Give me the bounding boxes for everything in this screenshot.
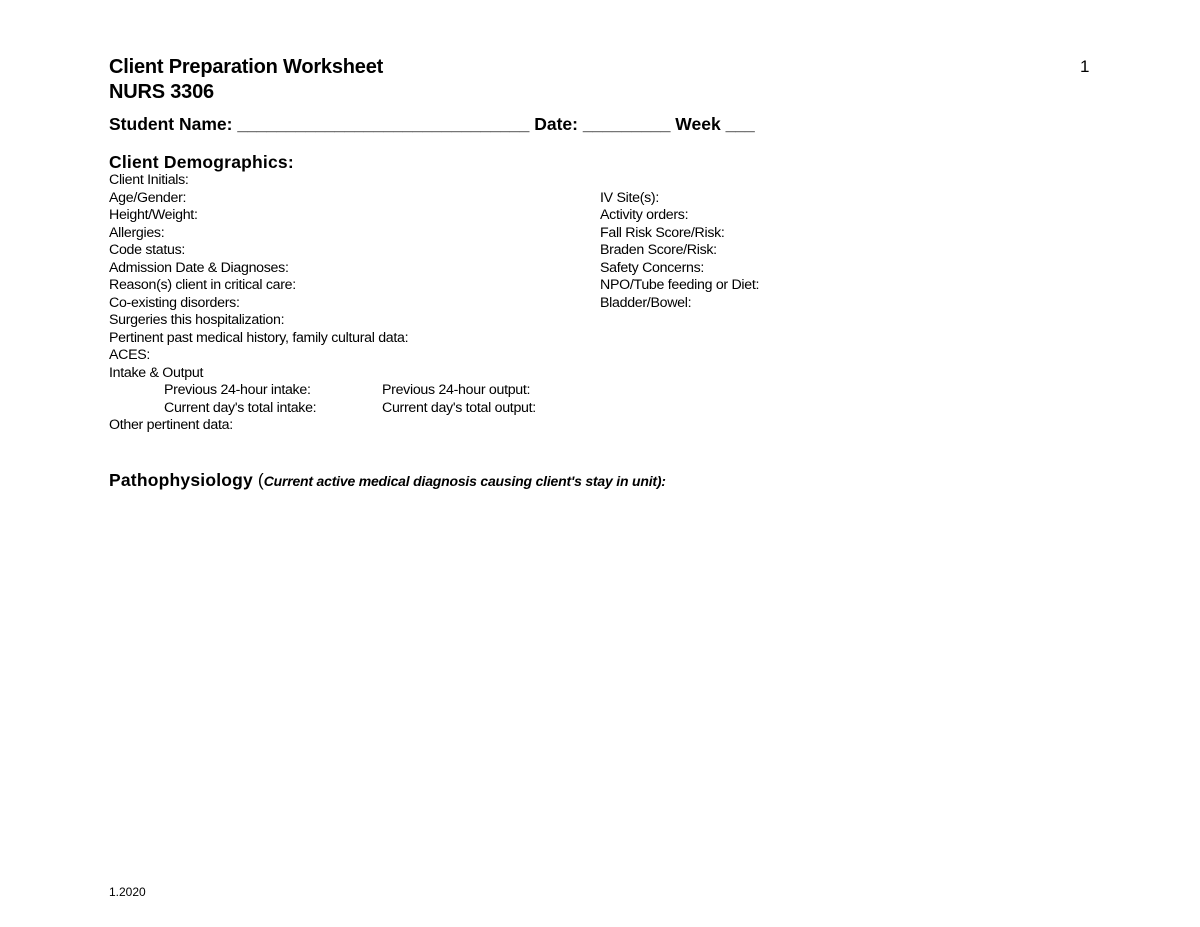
field-npo-diet: NPO/Tube feeding or Diet: (600, 277, 760, 293)
field-age-gender: Age/Gender: (109, 189, 187, 206)
date-blank[interactable]: _________ (582, 114, 671, 134)
field-fall-risk: Fall Risk Score/Risk: (600, 224, 725, 241)
footer-version: 1.2020 (109, 885, 146, 899)
field-admission-date: Admission Date & Diagnoses: (109, 259, 289, 276)
field-other-pertinent: Other pertinent data: (109, 417, 233, 433)
field-aces: ACES: (109, 347, 151, 363)
student-name-blank[interactable]: ______________________________ (237, 114, 530, 134)
field-prev-intake: Previous 24-hour intake: (164, 382, 311, 398)
pathophysiology-heading: Pathophysiology (109, 470, 253, 490)
field-code-status: Code status: (109, 242, 186, 258)
field-surgeries: Surgeries this hospitalization: (109, 312, 285, 328)
pathophysiology-heading-line (109, 469, 666, 492)
field-intake-output: Intake & Output (109, 364, 204, 381)
date-label: Date: (529, 114, 583, 134)
page-number: 1 (1080, 57, 1090, 76)
field-curr-intake: Current day's total intake: (164, 399, 317, 416)
student-name-label: Student Name: (109, 114, 238, 134)
field-reason-critical-care: Reason(s) client in critical care: (109, 277, 296, 293)
week-blank[interactable]: ___ (725, 114, 755, 134)
field-height-weight: Height/Weight: (109, 207, 198, 223)
week-label: Week (670, 114, 726, 134)
field-prev-output: Previous 24-hour output: (382, 382, 531, 398)
course-code: NURS 3306 (109, 81, 214, 103)
field-past-medical-history: Pertinent past medical history, family cultural data: (109, 329, 409, 346)
pathophysiology-note: Current active medical diagnosis causing client's stay in unit): (263, 473, 666, 489)
field-safety-concerns: Safety Concerns: (600, 259, 705, 276)
field-client-initials: Client Initials: (109, 172, 189, 188)
student-info-line (109, 113, 755, 135)
field-allergies: Allergies: (109, 224, 165, 241)
field-activity-orders: Activity orders: (600, 207, 689, 223)
field-braden-score: Braden Score/Risk: (600, 242, 717, 258)
pathophysiology-paren: ( (252, 470, 264, 490)
demographics-heading: Client Demographics: (109, 152, 294, 172)
field-iv-sites: IV Site(s): (600, 189, 659, 206)
field-curr-output: Current day's total output: (382, 399, 536, 416)
worksheet-title: Client Preparation Worksheet (109, 56, 384, 78)
field-bladder-bowel: Bladder/Bowel: (600, 294, 692, 311)
field-coexisting-disorders: Co-existing disorders: (109, 294, 240, 311)
